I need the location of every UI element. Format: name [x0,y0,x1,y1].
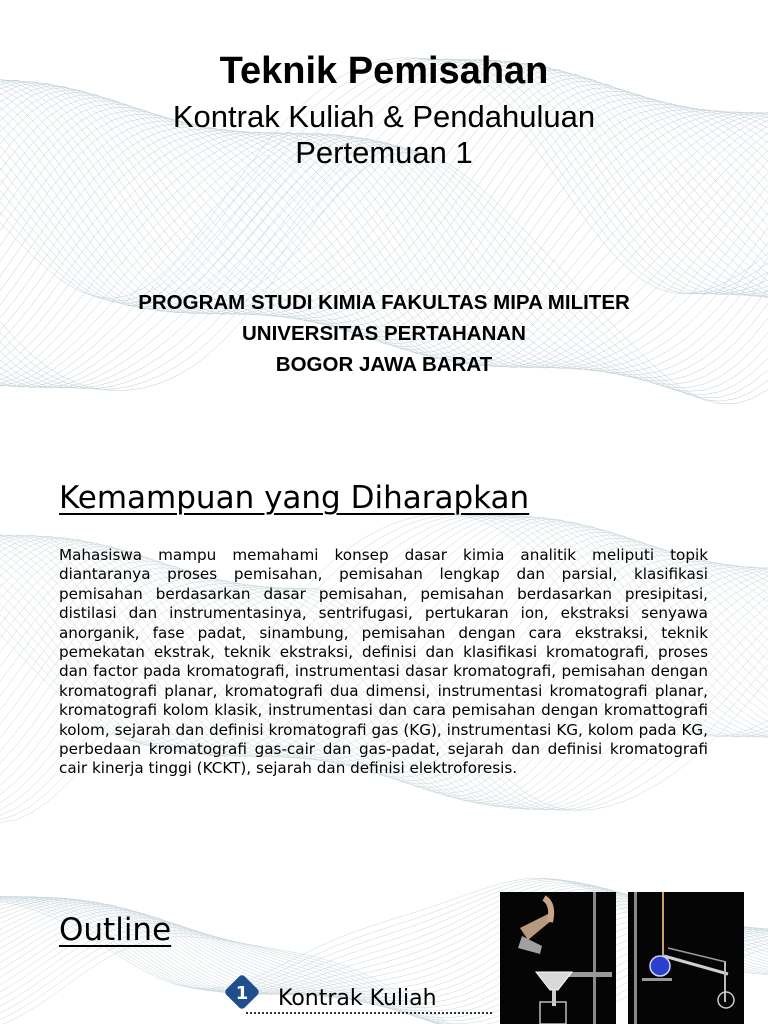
title-slide [0,0,768,432]
outline-slide [0,846,768,1024]
competency-heading: Kemampuan yang Diharapkan [59,480,530,516]
institution-block [0,287,768,380]
slide-title: Teknik Pemisahan [219,50,549,92]
dotted-divider [246,1012,492,1014]
competency-paragraph: Mahasiswa mampu memahami konsep dasar kimia analitik meliputi topik diantaranya proses pemisahan, pemisahan lengkap dan parsial, klasifikasi pemisahan berdasarkan dasar pemisahan, pemisahan berdasarkan presipitasi, distilasi dan instrumentasinya, sentrifugasi, pertukaran ion, ekstraksi senyawa anorganik, fase padat, sinambung, pemisahan dengan cara ekstraksi, teknik pemekatan ekstrak, teknik ekstraksi, definisi dan klasifikasi kromatografi, proses dan factor pada kromatografi, instrumentasi dasar kromatografi, pemisahan dengan kromatografi planar, kromatografi dua dimensi, instrumentasi kromatografi planar, kromatografi kolom klasik, instrumentasi dan cara pemisahan dengan kromattografi kolom, sejarah dan definisi kromatografi gas (KG), instrumentasi KG, kolom pada KG, perbedaan kromatografi gas-cair dan gas-padat, sejarah dan definisi kromatografi cair kinerja tinggi (KCKT), sejarah dan definisi elektroforesis. [59,546,708,778]
outline-item-number: 1 [235,983,249,1004]
institution-line-3: BOGOR JAWA BARAT [275,353,493,376]
distillation-apparatus-photo [628,892,744,1024]
competency-slide [0,432,768,844]
filter-funnel-photo [500,892,616,1024]
number-badge [221,971,263,1013]
outline-item-label[interactable]: Kontrak Kuliah [278,986,437,1011]
subtitle-line-2: Pertemuan 1 [295,135,473,170]
slide-subtitle [0,99,768,171]
outline-heading: Outline [59,912,172,948]
subtitle-line-1: Kontrak Kuliah & Pendahuluan [172,99,596,134]
institution-line-1: PROGRAM STUDI KIMIA FAKULTAS MIPA MILITER [138,291,630,314]
institution-line-2: UNIVERSITAS PERTAHANAN [242,322,526,345]
